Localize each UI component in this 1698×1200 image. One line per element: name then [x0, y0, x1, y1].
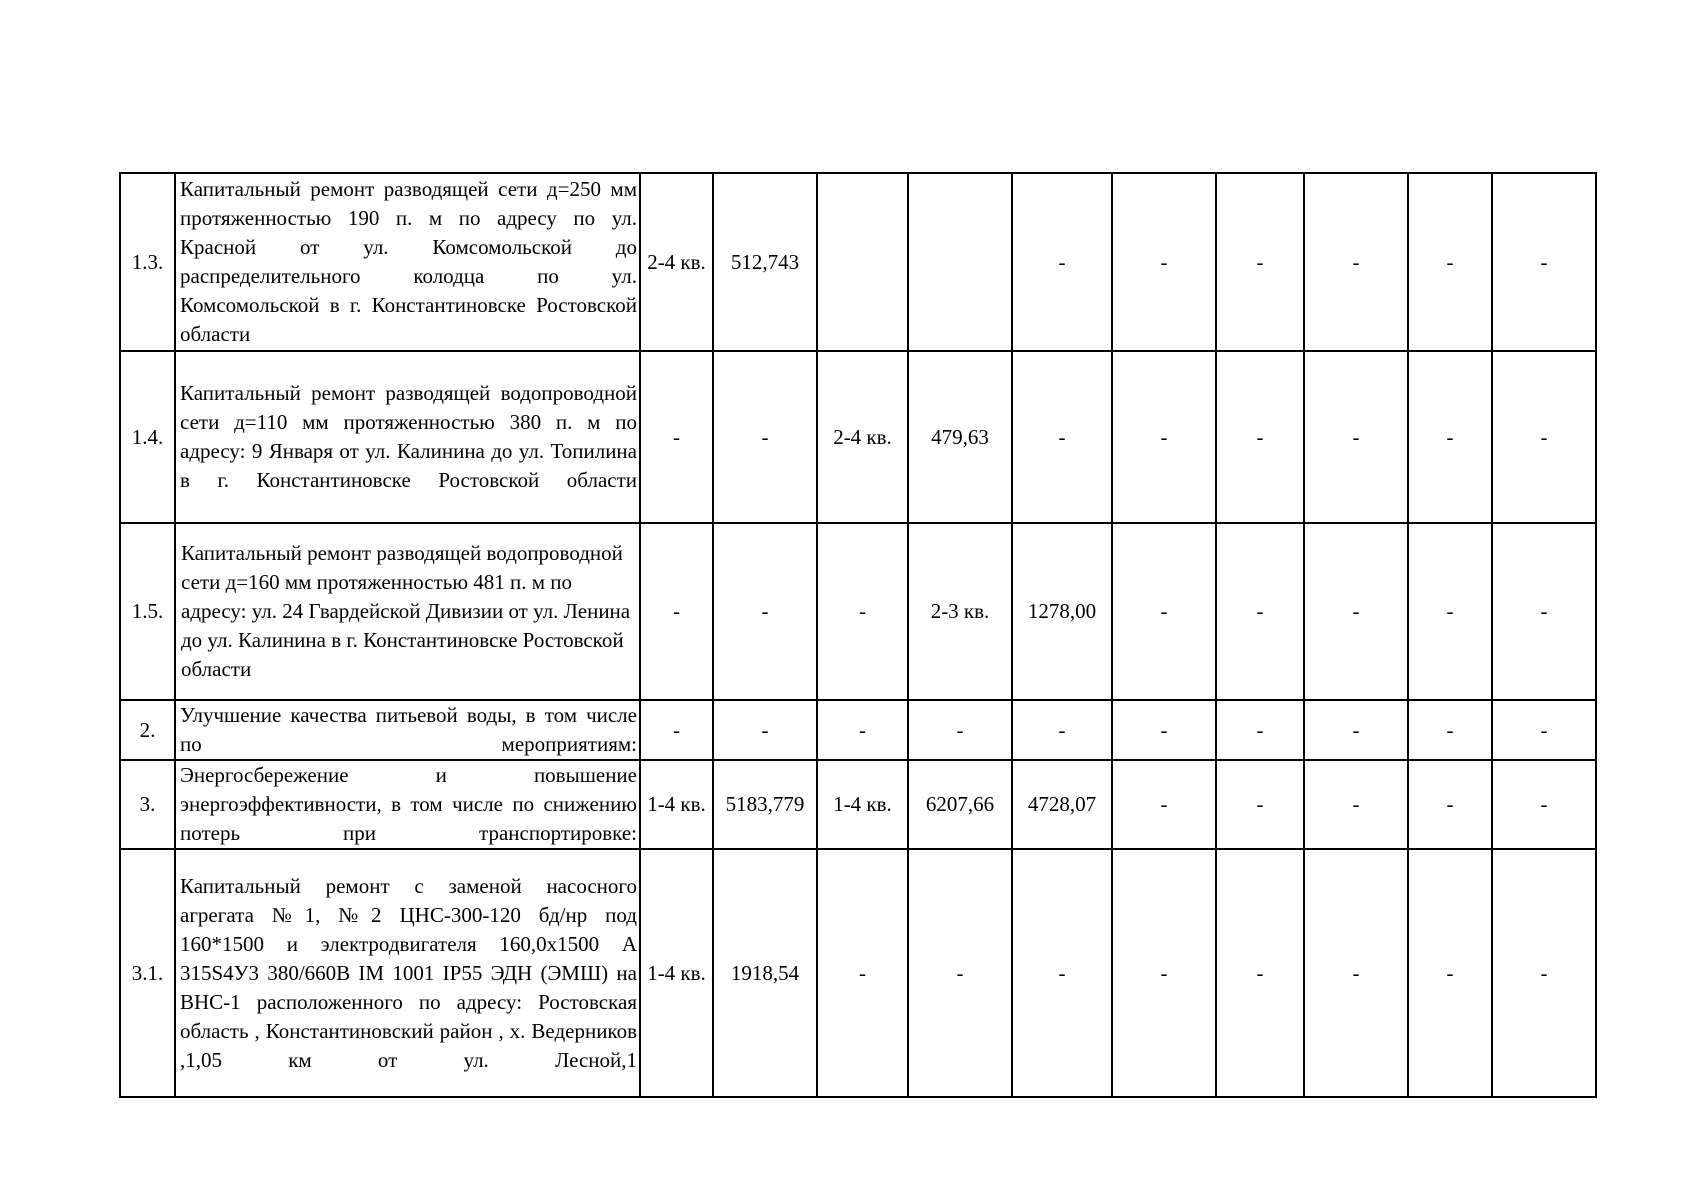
table-cell: - — [640, 700, 713, 760]
table-row — [120, 351, 1596, 523]
table-cell: - — [1304, 351, 1408, 523]
table-cell: 1-4 кв. — [640, 849, 713, 1097]
table-cell: 1278,00 — [1012, 523, 1112, 700]
table-cell: - — [1012, 351, 1112, 523]
row-description: Капитальный ремонт разводящей водопроводной сети д=110 мм протяженностью 380 п. м по адресу: 9 Января от ул. Калинина до ул. Топилина в г. Константиновске Ростовской области — [175, 351, 640, 523]
table-cell: - — [1492, 700, 1596, 760]
table-cell: - — [1112, 173, 1216, 351]
table-cell: - — [1492, 760, 1596, 849]
table-row — [120, 760, 1596, 849]
row-description: Капитальный ремонт с заменой насосного агрегата №1, №2 ЦНС-300-120 бд/нр под 160*1500 и электродвигателя 160,0х1500 А 315S4У3 380/660В IM 1001 IP55 ЭДН (ЭМШ) на ВНС-1 расположенного по адресу: Ростовская область , Константиновский район , х. Ведерников ,1,05 км от ул. Лесной,1 — [175, 849, 640, 1097]
table-cell: 1918,54 — [713, 849, 817, 1097]
table-cell: - — [1304, 700, 1408, 760]
table-cell: - — [1492, 523, 1596, 700]
table-cell: - — [1216, 700, 1304, 760]
table-cell: - — [908, 849, 1012, 1097]
table-cell: - — [817, 849, 908, 1097]
table-cell: - — [1408, 351, 1492, 523]
table-cell — [817, 173, 908, 351]
table-cell: 1-4 кв. — [817, 760, 908, 849]
table-cell: - — [1216, 849, 1304, 1097]
table-row — [120, 523, 1596, 700]
table-cell: - — [1012, 849, 1112, 1097]
row-number: 2. — [120, 700, 175, 760]
table-row — [120, 849, 1596, 1097]
table-cell: 5183,779 — [713, 760, 817, 849]
program-table — [119, 172, 1597, 1098]
table-cell: - — [1304, 523, 1408, 700]
table-cell: - — [640, 523, 713, 700]
table-cell: - — [640, 351, 713, 523]
table-cell: - — [1408, 523, 1492, 700]
table-cell: 479,63 — [908, 351, 1012, 523]
row-number: 1.3. — [120, 173, 175, 351]
table-cell: - — [1304, 760, 1408, 849]
row-description: Энергосбережение и повышение энергоэффективности, в том числе по снижению потерь при транспортировке: — [175, 760, 640, 849]
table-cell: 6207,66 — [908, 760, 1012, 849]
table-cell: - — [1216, 760, 1304, 849]
table-cell — [908, 173, 1012, 351]
row-number: 1.5. — [120, 523, 175, 700]
table-cell: - — [1492, 351, 1596, 523]
row-description: Капитальный ремонт разводящей водопроводной сети д=160 мм протяженностью 481 п. м по адресу: ул. 24 Гвардейской Дивизии от ул. Ленина до ул. Калинина в г. Константиновске Ростовской области — [175, 523, 640, 700]
table-cell: - — [1408, 700, 1492, 760]
table-cell: 4728,07 — [1012, 760, 1112, 849]
table-cell: - — [713, 351, 817, 523]
table-cell: - — [1216, 173, 1304, 351]
table-cell: - — [1216, 351, 1304, 523]
table-cell: - — [1304, 173, 1408, 351]
table-cell: - — [1492, 849, 1596, 1097]
table-cell: - — [1112, 849, 1216, 1097]
table-cell: 2-3 кв. — [908, 523, 1012, 700]
table-cell: - — [1012, 173, 1112, 351]
table-row — [120, 700, 1596, 760]
table-cell: - — [1012, 700, 1112, 760]
table-cell: 2-4 кв. — [817, 351, 908, 523]
row-description: Капитальный ремонт разводящей сети д=250 мм протяженностью 190 п. м по адресу по ул. Красной от ул. Комсомольской до распределительного колодца по ул. Комсомольской в г. Константиновске Ростовской области — [175, 173, 640, 351]
table-cell: - — [1492, 173, 1596, 351]
table-cell: 1-4 кв. — [640, 760, 713, 849]
table-cell: 512,743 — [713, 173, 817, 351]
table-row — [120, 173, 1596, 351]
table-cell: 2-4 кв. — [640, 173, 713, 351]
row-number: 3. — [120, 760, 175, 849]
table-cell: - — [1304, 849, 1408, 1097]
table-cell: - — [1112, 700, 1216, 760]
row-number: 1.4. — [120, 351, 175, 523]
row-description: Улучшение качества питьевой воды, в том числе по мероприятиям: — [175, 700, 640, 760]
table-cell: - — [1112, 523, 1216, 700]
table-cell: - — [1408, 849, 1492, 1097]
table-cell: - — [1408, 760, 1492, 849]
table-cell: - — [713, 523, 817, 700]
table-cell: - — [1112, 351, 1216, 523]
row-number: 3.1. — [120, 849, 175, 1097]
table-cell: - — [817, 523, 908, 700]
table-cell: - — [817, 700, 908, 760]
table-cell: - — [713, 700, 817, 760]
table-cell: - — [1112, 760, 1216, 849]
table-cell: - — [1216, 523, 1304, 700]
table-cell: - — [908, 700, 1012, 760]
table-cell: - — [1408, 173, 1492, 351]
